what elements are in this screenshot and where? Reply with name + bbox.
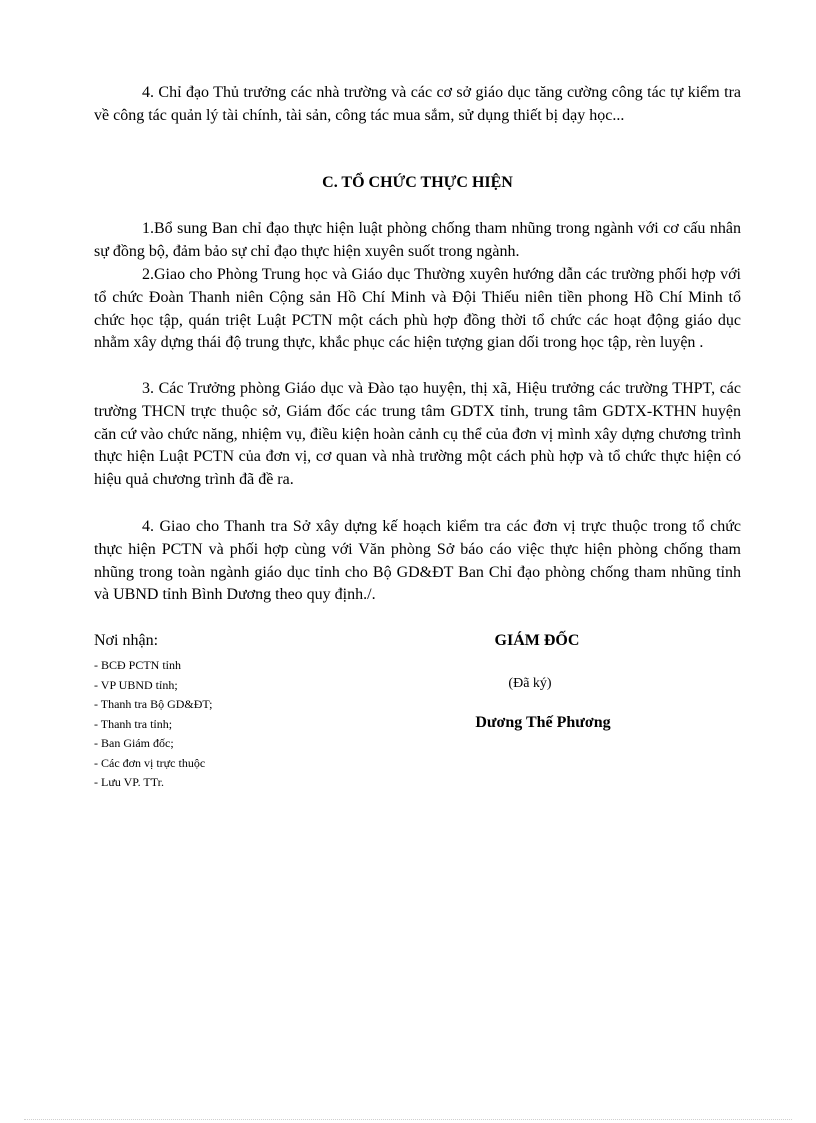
recipient-item: - Ban Giám đốc; [94,736,174,750]
paragraph-4: 4. Giao cho Thanh tra Sở xây dựng kế hoạch kiểm tra các đơn vị trực thuộc trong tổ chức thực hiện PCTN và phối hợp cùng với Văn phòng Sở báo cáo việc thực hiện phòng chống tham nhũng trong toàn ngành giáo dục tỉnh cho Bộ GD&ĐT Ban Chỉ đạo phòng chống tham nhũng tỉnh và UBND tỉnh Bình Dương theo quy định./. [94,518,741,604]
recipients-list [94,656,212,793]
recipient-item: - BCĐ PCTN tỉnh [94,658,182,672]
paragraph-1: 1.Bổ sung Ban chỉ đạo thực hiện luật phòng chống tham nhũng trong ngành với cơ cấu nhân sự đồng bộ, đảm bảo sự chỉ đạo thực hiện xuyên suốt trong ngành. [94,220,741,260]
section-heading: C. TỔ CHỨC THỰC HIỆN [322,174,513,191]
signature-title: GIÁM ĐỐC [494,632,580,649]
item-4-directive: 4. Chỉ đạo Thủ trưởng các nhà trường và các cơ sở giáo dục tăng cường công tác tự kiểm tra về công tác quản lý tài chính, tài sản, công tác mua sắm, sử dụng thiết bị dạy học... [94,84,741,124]
page-footer-divider [24,1119,792,1120]
signer-name: Dương Thế Phương [475,714,611,731]
recipient-item: - Các đơn vị trực thuộc [94,755,206,770]
paragraph-3: 3. Các Trưởng phòng Giáo dục và Đào tạo huyện, thị xã, Hiệu trưởng các trường THPT, các trường THCN trực thuộc sở, Giám đốc các trung tâm GDTX tỉnh, trung tâm GDTX-KTHN huyện căn cứ vào chức năng, nhiệm vụ, điều kiện hoàn cảnh cụ thể của đơn vị mình xây dựng chương trình thực hiện Luật PCTN của đơn vị, cơ quan và nhà trường một cách phù hợp và tổ chức thực hiện có hiệu quả chương trình đã đề ra. [94,380,741,489]
recipient-item: - Thanh tra Bộ GD&ĐT; [94,697,213,711]
signature-note: (Đã ký) [508,676,552,691]
recipient-item: - VP UBND tỉnh; [94,677,178,692]
recipient-item: - Thanh tra tỉnh; [94,716,173,731]
paragraph-2: 2.Giao cho Phòng Trung học và Giáo dục Thường xuyên hướng dẫn các trường phối hợp với tổ chức Đoàn Thanh niên Cộng sản Hồ Chí Minh và Đội Thiếu niên tiền phong Hồ Chí Minh tổ chức học tập, quán triệt Luật PCTN một cách phù hợp đồng thời tổ chức các hoạt động giáo dục nhằm xây dựng thái độ trung thực, khắc phục các hiện tượng gian dối trong học tập, rèn luyện . [94,266,741,352]
recipient-item: - Lưu VP. TTr. [94,775,164,789]
recipients-title: Nơi nhận: [94,632,159,649]
